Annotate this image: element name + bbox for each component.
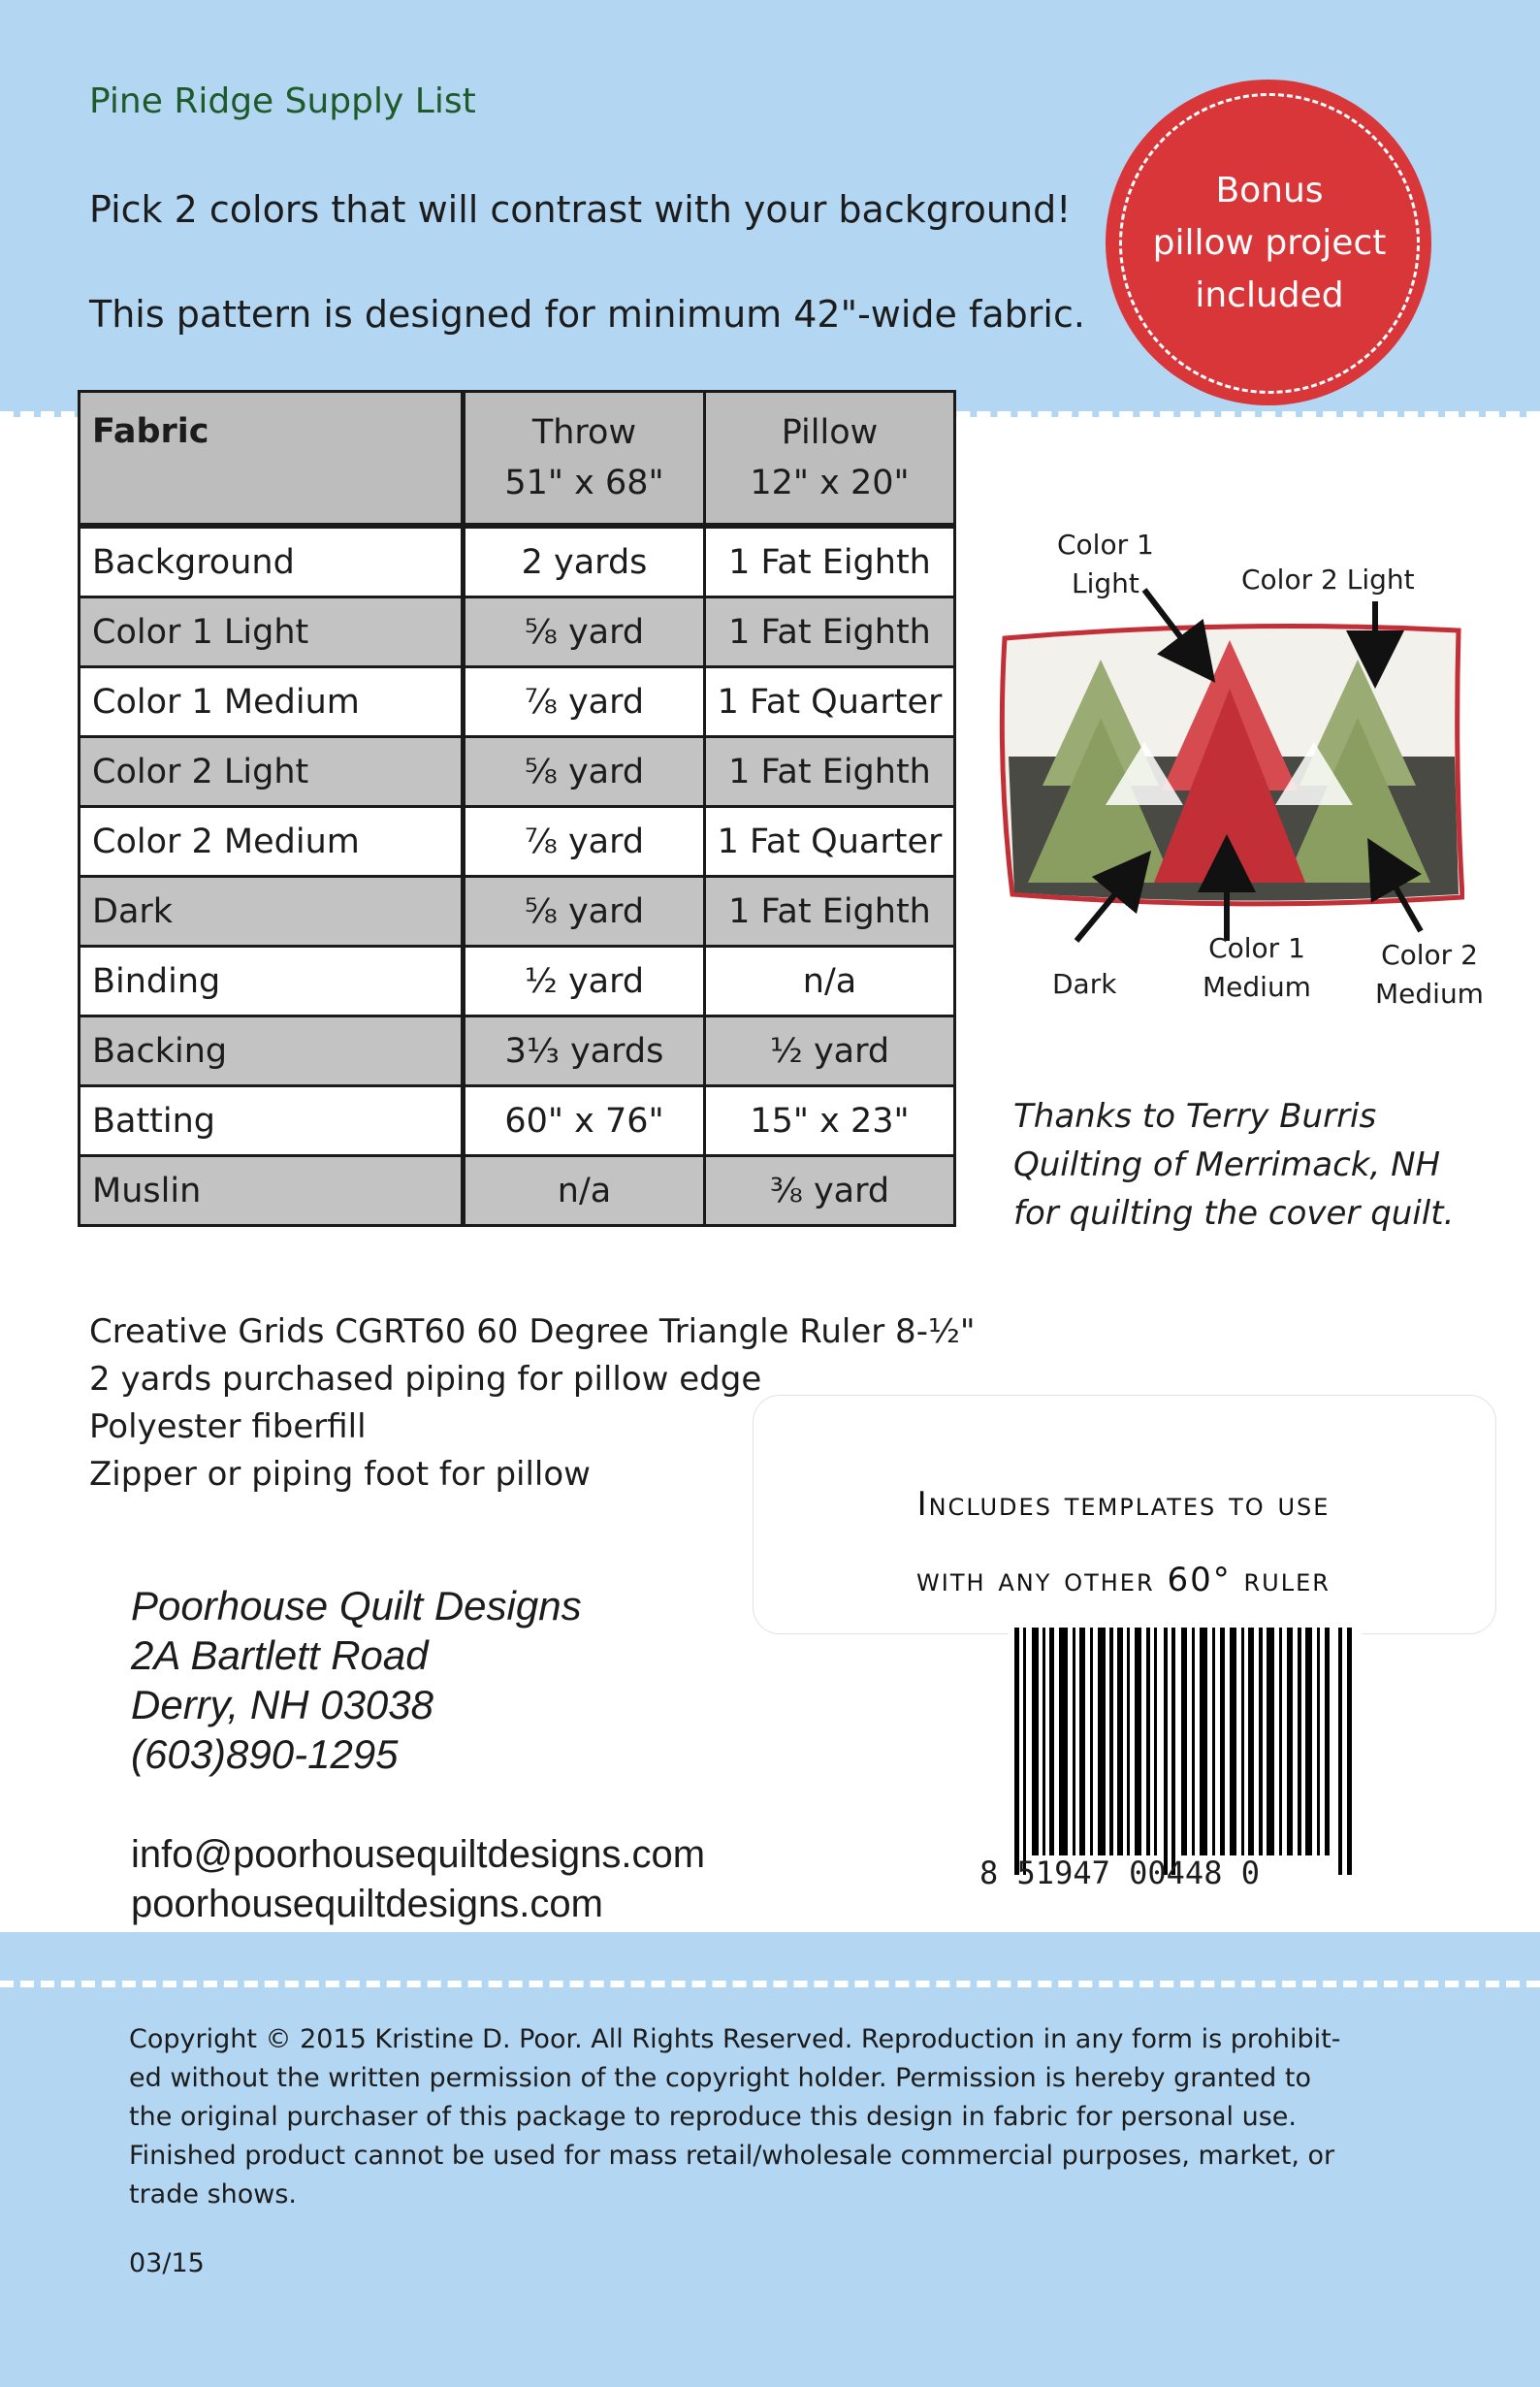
fabric-name: Muslin	[80, 1156, 464, 1226]
throw-amount: 2 yards	[464, 526, 705, 597]
list-item: Creative Grids CGRT60 60 Degree Triangle Ruler 8-½"	[89, 1312, 976, 1351]
fabric-name: Dark	[80, 877, 464, 947]
pillow-amount: 1 Fat Quarter	[705, 667, 955, 737]
fabric-name: Color 1 Light	[80, 597, 464, 667]
copyright-notice: Copyright © 2015 Kristine D. Poor. All Rights Reserved. Reproduction in any form is prohibit-ed without the written permission of the copyright holder. Permission is hereby granted to the original purchaser of this package to reproduce this design in fabric for personal use. Finished product cannot be used for mass retail/wholesale commercial purposes, market, or trade shows.	[129, 2024, 1341, 2210]
fabric-name: Color 2 Medium	[80, 807, 464, 877]
company-address	[131, 1581, 582, 1779]
bonus-badge	[1106, 80, 1431, 405]
print-date: 03/15	[129, 2248, 205, 2278]
dashed-divider-bottom	[0, 1981, 1540, 1987]
label-dark: Dark	[1052, 968, 1117, 1000]
table-row	[80, 947, 955, 1016]
pillow-amount: ⅜ yard	[705, 1156, 955, 1226]
barcode-digits: 8 51947 00448 0	[979, 1855, 1260, 1891]
table-row	[80, 667, 955, 737]
throw-amount: ⅝ yard	[464, 737, 705, 807]
throw-amount: 3⅓ yards	[464, 1016, 705, 1086]
quilting-credit: Thanks to Terry Burris Quilting of Merrimack, NH for quilting the cover quilt.	[1013, 1097, 1455, 1233]
label-color2-light: Color 2 Light	[1241, 564, 1415, 596]
web-contacts	[131, 1830, 705, 1929]
table-row	[80, 1156, 955, 1226]
upc-barcode	[1009, 1608, 1363, 1875]
fabric-name: Backing	[80, 1016, 464, 1086]
intro-fabric-width-text: This pattern is designed for minimum 42"-wide fabric.	[89, 293, 1085, 336]
fabric-name: Binding	[80, 947, 464, 1016]
throw-amount: ⅝ yard	[464, 877, 705, 947]
email-address[interactable]: info@poorhousequiltdesigns.com	[131, 1833, 706, 1876]
bonus-badge-dashed-ring	[1119, 93, 1420, 394]
fabric-name: Batting	[80, 1086, 464, 1156]
website-url[interactable]: poorhousequiltdesigns.com	[131, 1883, 603, 1925]
header-fabric: Fabric	[80, 392, 464, 527]
pillow-amount: n/a	[705, 947, 955, 1016]
pillow-amount: ½ yard	[705, 1016, 955, 1086]
header-throw: Throw 51" x 68"	[464, 392, 705, 527]
intro-contrast-text: Pick 2 colors that will contrast with your background!	[89, 188, 1072, 231]
list-item: 2 yards purchased piping for pillow edge	[89, 1360, 762, 1399]
table-row	[80, 597, 955, 667]
fabric-name: Color 1 Medium	[80, 667, 464, 737]
table-row	[80, 737, 955, 807]
pillow-amount: 1 Fat Eighth	[705, 877, 955, 947]
label-color1-light: Color 1 Light	[1057, 529, 1154, 599]
bonus-badge-text: Bonus pillow project included	[1152, 171, 1387, 315]
supply-table-header-row	[80, 392, 955, 527]
list-item: Zipper or piping foot for pillow	[89, 1455, 591, 1494]
throw-amount: ½ yard	[464, 947, 705, 1016]
table-row	[80, 1016, 955, 1086]
throw-amount: 60" x 76"	[464, 1086, 705, 1156]
table-row	[80, 1086, 955, 1156]
city-state-zip: Derry, NH 03038	[131, 1682, 434, 1727]
throw-amount: ⅞ yard	[464, 667, 705, 737]
company-name: Poorhouse Quilt Designs	[131, 1583, 582, 1629]
pillow-amount: 15" x 23"	[705, 1086, 955, 1156]
fabric-name: Background	[80, 526, 464, 597]
pillow-amount: 1 Fat Eighth	[705, 597, 955, 667]
throw-amount: n/a	[464, 1156, 705, 1226]
label-color1-medium: Color 1 Medium	[1203, 932, 1311, 1003]
pillow-amount: 1 Fat Eighth	[705, 737, 955, 807]
pillow-amount: 1 Fat Eighth	[705, 526, 955, 597]
supply-table	[78, 390, 956, 1227]
throw-amount: ⅞ yard	[464, 807, 705, 877]
templates-note: Includes templates to use with any other 60° ruler	[916, 1485, 1331, 1599]
header-pillow: Pillow 12" x 20"	[705, 392, 955, 527]
page-title: Pine Ridge Supply List	[89, 81, 476, 121]
street-address: 2A Bartlett Road	[131, 1632, 429, 1678]
fabric-name: Color 2 Light	[80, 737, 464, 807]
table-row	[80, 877, 955, 947]
pillow-amount: 1 Fat Quarter	[705, 807, 955, 877]
list-item: Polyester fiberfill	[89, 1407, 367, 1446]
table-row	[80, 526, 955, 597]
label-color2-medium: Color 2 Medium	[1375, 939, 1484, 1010]
table-row	[80, 807, 955, 877]
phone-number: (603)890-1295	[131, 1731, 399, 1777]
throw-amount: ⅝ yard	[464, 597, 705, 667]
